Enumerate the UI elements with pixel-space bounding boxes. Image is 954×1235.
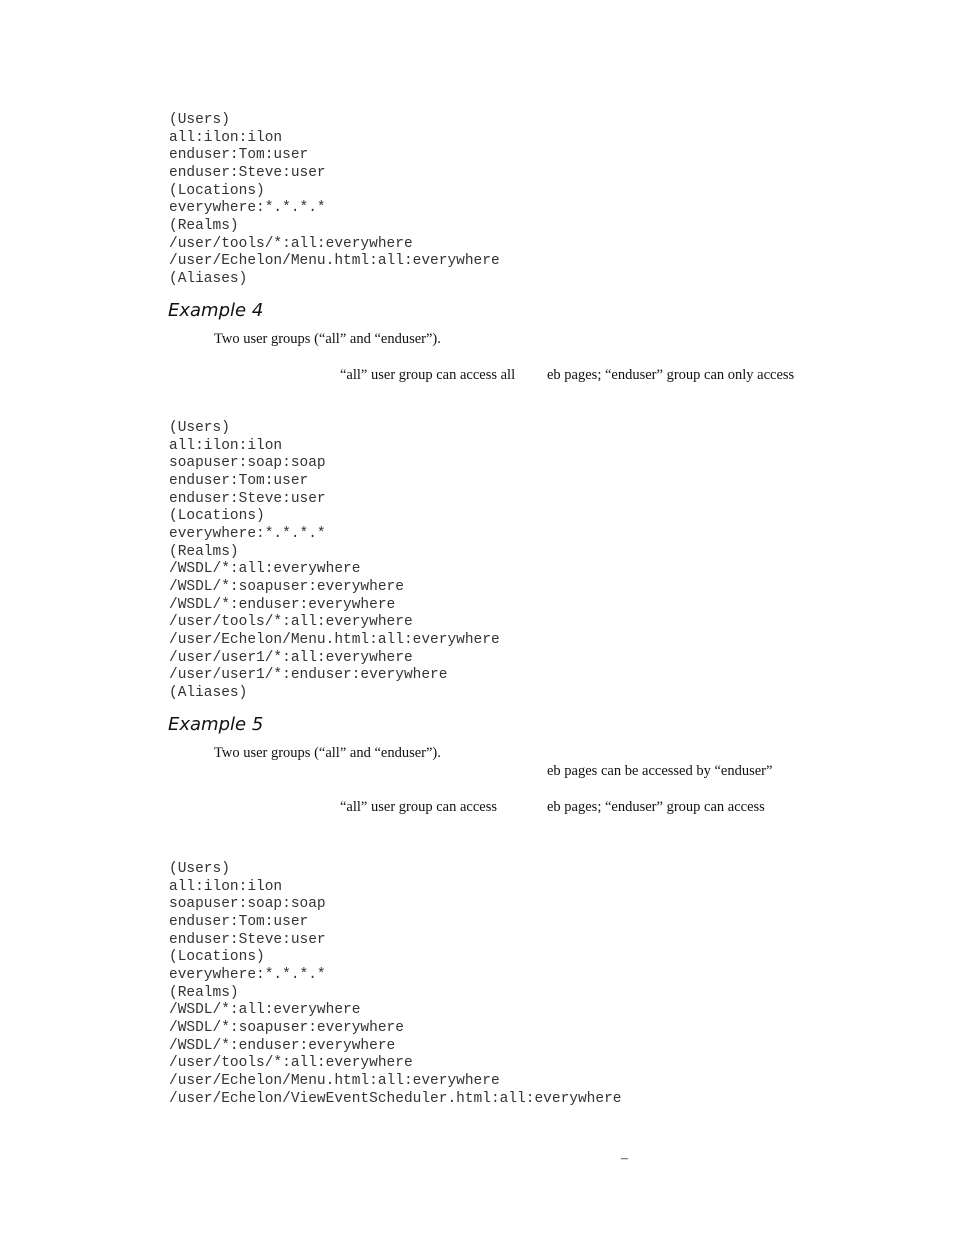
code-line: all:ilon:ilon bbox=[169, 129, 283, 146]
code-line: all:ilon:ilon bbox=[169, 878, 283, 895]
code-line: (Locations) bbox=[169, 182, 265, 199]
code-line: /WSDL/*:soapuser:everywhere bbox=[169, 1019, 404, 1036]
code-block-1 bbox=[169, 112, 500, 289]
example-5-description: Two user groups (“all” and “enduser”). bbox=[214, 745, 441, 761]
code-line: /user/Echelon/Menu.html:all:everywhere bbox=[169, 253, 500, 270]
code-line: soapuser:soap:soap bbox=[169, 455, 326, 472]
example-5-heading: Example 5 bbox=[168, 714, 264, 735]
code-line: (Users) bbox=[169, 112, 230, 128]
code-line: /user/Echelon/Menu.html:all:everywhere bbox=[169, 1072, 500, 1089]
code-line: /WSDL/*:enduser:everywhere bbox=[169, 1037, 396, 1054]
code-line: (Users) bbox=[169, 420, 230, 436]
code-line: everywhere:*.*.*.* bbox=[169, 200, 326, 217]
code-line: (Realms) bbox=[169, 543, 239, 560]
code-line: /user/Echelon/ViewEventScheduler.html:all:everywhere bbox=[169, 1090, 622, 1107]
code-line: /user/user1/*:enduser:everywhere bbox=[169, 667, 448, 684]
code-line: (Locations) bbox=[169, 949, 265, 966]
code-line: /WSDL/*:soapuser:everywhere bbox=[169, 578, 404, 595]
code-line: /user/user1/*:all:everywhere bbox=[169, 649, 413, 666]
code-block-3 bbox=[169, 861, 621, 1108]
code-line: enduser:Tom:user bbox=[169, 147, 309, 164]
code-line: (Users) bbox=[169, 861, 230, 877]
footer-dash: – bbox=[621, 1151, 628, 1166]
code-block-2 bbox=[169, 420, 500, 703]
code-line: /user/tools/*:all:everywhere bbox=[169, 235, 413, 252]
code-line: /user/tools/*:all:everywhere bbox=[169, 614, 413, 631]
code-line: enduser:Steve:user bbox=[169, 931, 326, 948]
code-line: enduser:Tom:user bbox=[169, 472, 309, 489]
code-line: enduser:Steve:user bbox=[169, 490, 326, 507]
example-4-description: Two user groups (“all” and “enduser”). bbox=[214, 331, 441, 347]
code-line: (Realms) bbox=[169, 217, 239, 234]
code-line: enduser:Tom:user bbox=[169, 913, 309, 930]
example-4-access-text-b: eb pages; “enduser” group can only access bbox=[547, 367, 795, 383]
code-line: enduser:Steve:user bbox=[169, 164, 326, 181]
code-line: soapuser:soap:soap bbox=[169, 896, 326, 913]
example-5-pages-text: eb pages can be accessed by “enduser” bbox=[547, 763, 773, 779]
code-line: (Aliases) bbox=[169, 270, 248, 287]
code-line: (Aliases) bbox=[169, 684, 248, 701]
code-line: /user/tools/*:all:everywhere bbox=[169, 1055, 413, 1072]
code-line: /WSDL/*:all:everywhere bbox=[169, 1002, 361, 1019]
code-line: everywhere:*.*.*.* bbox=[169, 966, 326, 983]
code-line: everywhere:*.*.*.* bbox=[169, 525, 326, 542]
example-5-access-text-b: eb pages; “enduser” group can access bbox=[547, 799, 765, 815]
code-line: /WSDL/*:enduser:everywhere bbox=[169, 596, 396, 613]
code-line: (Realms) bbox=[169, 984, 239, 1001]
example-4-heading: Example 4 bbox=[168, 300, 264, 321]
code-line: (Locations) bbox=[169, 508, 265, 525]
code-line: /WSDL/*:all:everywhere bbox=[169, 561, 361, 578]
code-line: /user/Echelon/Menu.html:all:everywhere bbox=[169, 631, 500, 648]
example-5-access-text-a: “all” user group can access bbox=[340, 799, 498, 815]
example-4-access-text-a: “all” user group can access all bbox=[340, 367, 516, 383]
code-line: all:ilon:ilon bbox=[169, 437, 283, 454]
